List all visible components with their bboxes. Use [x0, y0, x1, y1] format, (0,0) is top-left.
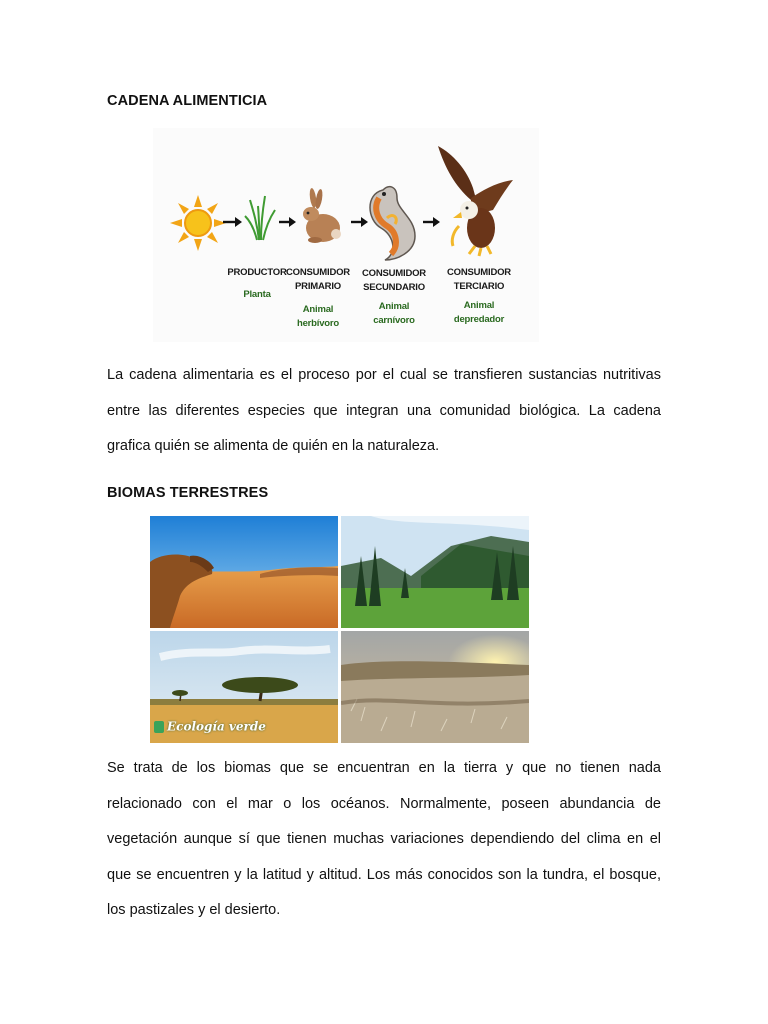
sun-icon: [170, 195, 226, 251]
arrow-icon: [223, 217, 242, 227]
paragraph-line: los pastizales y el desierto.: [107, 902, 281, 918]
stage-title-primario: CONSUMIDOR PRIMARIO: [286, 267, 350, 292]
ecologia-verde-logo: [154, 721, 266, 733]
stage-title-productor: PRODUCTOR: [227, 267, 287, 278]
plant-icon: [245, 196, 275, 240]
watermark-text: Ecología verde: [167, 719, 266, 734]
paragraph-line: que se encuentren y la latitud y altitud. Los más conocidos son la tundra, el bosque,: [107, 866, 661, 883]
paragraph-line: vegetación aunque sí que tienen muchas variaciones dependiendo del clima en el: [107, 831, 661, 847]
arrow-icon: [423, 217, 440, 227]
paragraph-line: entre las diferentes especies que integran una comunidad biológica. La cadena: [107, 402, 661, 419]
arrow-icon: [279, 217, 296, 227]
snake-icon: [370, 187, 415, 260]
biomes-collage: [150, 516, 529, 743]
paragraph-line: relacionado con el mar o los océanos. Normalmente, poseen abundancia de: [107, 795, 661, 812]
stage-title-secundario: CONSUMIDOR SECUNDARIO: [362, 268, 426, 293]
desert-image: [150, 516, 338, 628]
stage-sub-terciario: Animal depredador: [453, 300, 505, 325]
paragraph-cadena: [107, 358, 661, 465]
tundra-image: [341, 631, 529, 743]
paragraph-biomas: [107, 751, 661, 929]
eagle-icon: [438, 146, 513, 256]
rabbit-icon: [303, 188, 341, 243]
savanna-image: [150, 631, 338, 743]
paragraph-line: grafica quién se alimenta de quién en la naturaleza.: [107, 438, 440, 454]
paragraph-line: Se trata de los biomas que se encuentran en la tierra y que no tienen nada: [107, 760, 661, 776]
stage-sub-productor: Planta: [243, 289, 271, 300]
heading-biomas-terrestres: BIOMAS TERRESTRES: [107, 485, 269, 501]
stage-sub-secundario: Animal carnívoro: [373, 301, 415, 326]
food-chain-figure: [153, 128, 539, 342]
forest-image: [341, 516, 529, 628]
heading-cadena-alimenticia: CADENA ALIMENTICIA: [107, 93, 268, 109]
arrow-icon: [351, 217, 368, 227]
stage-sub-primario: Animal herbívoro: [296, 304, 339, 329]
paragraph-line: La cadena alimentaria es el proceso por el cual se transfieren sustancias nutritivas: [107, 367, 661, 383]
stage-title-terciario: CONSUMIDOR TERCIARIO: [447, 267, 511, 292]
